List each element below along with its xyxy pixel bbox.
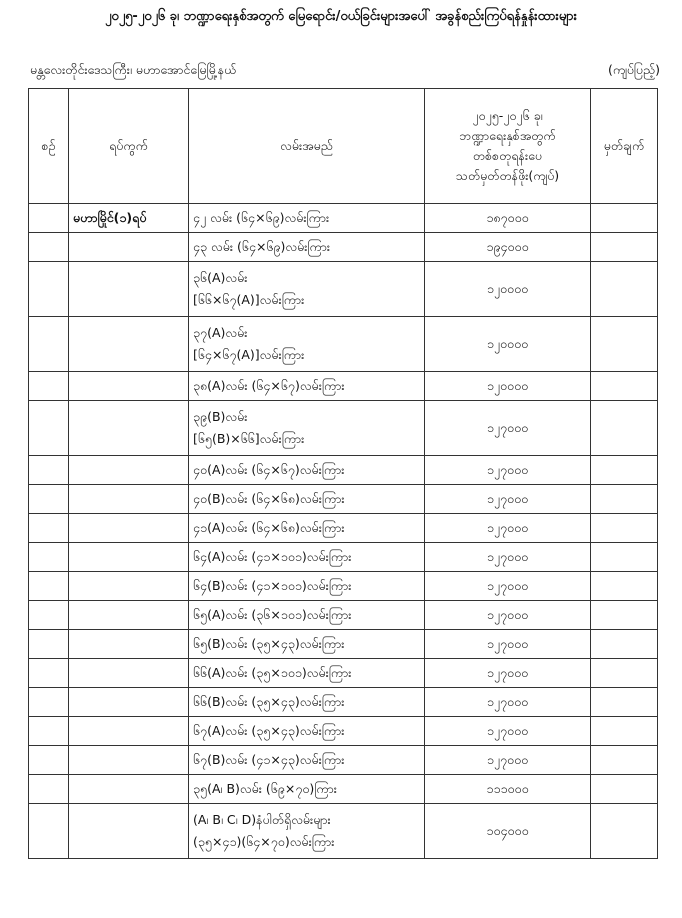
row-quarter	[69, 601, 189, 630]
row-value: ၁၂၇၀၀၀	[425, 485, 591, 514]
row-value: ၁၂၇၀၀၀	[425, 456, 591, 485]
row-value: ၁၂၇၀၀၀	[425, 688, 591, 717]
table-body	[29, 204, 658, 859]
header-value	[425, 89, 591, 204]
table-row	[29, 543, 658, 572]
row-number	[29, 317, 69, 372]
table-row	[29, 401, 658, 456]
row-street	[189, 688, 425, 717]
table-row	[29, 804, 658, 859]
street-line: ၆၄(A)လမ်း (၄၁×၁၀၁)လမ်းကြား	[193, 549, 352, 564]
table-row	[29, 372, 658, 401]
street-line: ၄၃ လမ်း (၆၄×၆၉)လမ်းကြား	[193, 239, 331, 254]
row-street	[189, 746, 425, 775]
row-street	[189, 717, 425, 746]
row-number	[29, 543, 69, 572]
row-number	[29, 372, 69, 401]
row-number	[29, 401, 69, 456]
row-quarter	[69, 543, 189, 572]
row-street	[189, 601, 425, 630]
header-quarter: ရပ်ကွက်	[69, 89, 189, 204]
row-quarter	[69, 775, 189, 804]
row-street	[189, 204, 425, 233]
street-line: [၆၄×၆၇(A)]လမ်းကြား	[193, 347, 305, 362]
row-quarter	[69, 572, 189, 601]
row-remark	[591, 543, 658, 572]
row-number	[29, 630, 69, 659]
row-quarter	[69, 688, 189, 717]
street-line: ၆၇(B)လမ်း (၄၁×၄၃)လမ်းကြား	[193, 752, 345, 767]
table-row	[29, 688, 658, 717]
row-remark	[591, 804, 658, 859]
row-quarter	[69, 804, 189, 859]
street-line: ၄၀(B)လမ်း (၆၄×၆၈)လမ်းကြား	[193, 491, 345, 506]
row-number	[29, 204, 69, 233]
row-value: ၁၂၀၀၀၀	[425, 317, 591, 372]
row-remark	[591, 601, 658, 630]
row-remark	[591, 514, 658, 543]
table-row	[29, 262, 658, 317]
table-row	[29, 746, 658, 775]
row-remark	[591, 717, 658, 746]
row-street	[189, 233, 425, 262]
row-value: ၁၂၇၀၀၀	[425, 746, 591, 775]
row-street	[189, 659, 425, 688]
row-quarter	[69, 262, 189, 317]
row-street	[189, 572, 425, 601]
header-no: စဉ်	[29, 89, 69, 204]
row-remark	[591, 262, 658, 317]
header-street: လမ်းအမည်	[189, 89, 425, 204]
street-line: ၄၂ လမ်း (၆၄×၆၉)လမ်းကြား	[193, 210, 330, 225]
row-value: ၁၂၇၀၀၀	[425, 717, 591, 746]
row-value: ၁၉၄၀၀၀	[425, 233, 591, 262]
header-value-line: ၂၀၂၅-၂၀၂၆ ခု၊	[472, 108, 543, 123]
row-quarter	[69, 317, 189, 372]
row-street	[189, 514, 425, 543]
row-value: ၁၂၇၀၀၀	[425, 543, 591, 572]
table-row	[29, 233, 658, 262]
row-value: ၁၂၇၀၀၀	[425, 659, 591, 688]
row-value: ၁၂၇၀၀၀	[425, 401, 591, 456]
row-number	[29, 659, 69, 688]
row-street	[189, 372, 425, 401]
row-number	[29, 717, 69, 746]
rate-table	[28, 88, 658, 859]
row-value: ၁၈၇၀၀၀	[425, 204, 591, 233]
street-line: ၆၅(A)လမ်း (၃၆×၁၀၁)လမ်းကြား	[193, 607, 352, 622]
row-quarter	[69, 514, 189, 543]
table-row	[29, 659, 658, 688]
row-remark	[591, 456, 658, 485]
row-remark	[591, 688, 658, 717]
row-value: ၁၂၀၀၀၀	[425, 372, 591, 401]
row-remark	[591, 204, 658, 233]
header-remark: မှတ်ချက်	[591, 89, 658, 204]
row-value: ၁၀၄၀၀၀	[425, 804, 591, 859]
row-number	[29, 804, 69, 859]
street-line: ၃၇(A)လမ်း	[193, 325, 248, 340]
street-line: ၃၉(B)လမ်း	[193, 409, 248, 424]
document-title: ၂၀၂၅-၂၀၂၆ ခု၊ ဘဏ္ဍာရေးနှစ်အတွက် မြေရောင်း/ဝယ်ခြင်းများအပေါ် အခွန်စည်းကြပ်ရန်နှုန်းထားများ	[105, 9, 577, 24]
street-line: ၄၀(A)လမ်း (၆၄×၆၇)လမ်းကြား	[193, 462, 345, 477]
row-number	[29, 233, 69, 262]
row-number	[29, 775, 69, 804]
row-remark	[591, 775, 658, 804]
row-quarter	[69, 233, 189, 262]
row-quarter	[69, 372, 189, 401]
street-line: ၃၈(A)လမ်း (၆၄×၆၇)လမ်းကြား	[193, 378, 345, 393]
row-value: ၁၁၁၀၀၀	[425, 775, 591, 804]
row-quarter	[69, 746, 189, 775]
row-street	[189, 456, 425, 485]
street-line: ၆၆(B)လမ်း (၃၅×၄၃)လမ်းကြား	[193, 694, 345, 709]
row-remark	[591, 485, 658, 514]
row-remark	[591, 659, 658, 688]
header-value-line: ဘဏ္ဍာရေးနှစ်အတွက်	[459, 128, 556, 143]
street-line: ၆၄(B)လမ်း (၄၁×၁၀၁)လမ်းကြား	[193, 578, 352, 593]
table-row	[29, 630, 658, 659]
table-row	[29, 572, 658, 601]
row-street	[189, 804, 425, 859]
header-value-line: တစ်စတုရန်းပေ	[472, 148, 543, 163]
table-row	[29, 775, 658, 804]
table-header-row	[29, 89, 658, 204]
row-quarter	[69, 401, 189, 456]
row-quarter	[69, 659, 189, 688]
table-row	[29, 485, 658, 514]
street-line: (A၊ B၊ C၊ D)နံပါတ်ရှိလမ်းများ	[193, 812, 331, 827]
header-value-line: သတ်မှတ်တန်ဖိုး(ကျပ်)	[455, 168, 560, 183]
row-remark	[591, 317, 658, 372]
table-row	[29, 204, 658, 233]
row-number	[29, 572, 69, 601]
row-street	[189, 401, 425, 456]
street-line: ၆၇(A)လမ်း (၃၅×၄၃)လမ်းကြား	[193, 723, 345, 738]
row-remark	[591, 233, 658, 262]
row-street	[189, 317, 425, 372]
row-remark	[591, 372, 658, 401]
table-row	[29, 601, 658, 630]
street-line: ၃၅(A၊ B)လမ်း (၆၉×၇၀)ကြား	[193, 781, 337, 796]
row-number	[29, 485, 69, 514]
table-row	[29, 456, 658, 485]
row-quarter	[69, 485, 189, 514]
row-value: ၁၂၀၀၀၀	[425, 262, 591, 317]
row-quarter	[69, 456, 189, 485]
row-value: ၁၂၇၀၀၀	[425, 514, 591, 543]
row-number	[29, 456, 69, 485]
row-quarter	[69, 630, 189, 659]
row-street	[189, 543, 425, 572]
row-number	[29, 601, 69, 630]
street-line: (၃၅×၄၁)(၆၄×၇၀)လမ်းကြား	[193, 834, 335, 849]
row-number	[29, 262, 69, 317]
table-row	[29, 514, 658, 543]
table-row	[29, 317, 658, 372]
row-street	[189, 262, 425, 317]
row-street	[189, 485, 425, 514]
row-number	[29, 514, 69, 543]
row-number	[29, 688, 69, 717]
street-line: [၆၆×၆၇(A)]လမ်းကြား	[193, 292, 305, 307]
street-line: [၆၅(B)×၆၆]လမ်းကြား	[193, 431, 305, 446]
unit-label: (ကျပ်ပြည့်)	[607, 62, 660, 77]
row-remark	[591, 630, 658, 659]
row-quarter	[69, 717, 189, 746]
row-number	[29, 746, 69, 775]
region-label: မန္တလေးတိုင်းဒေသကြီး၊ မဟာအောင်မြေမြို့နယ်	[30, 62, 237, 77]
row-remark	[591, 401, 658, 456]
street-line: ၆၅(B)လမ်း (၃၅×၄၃)လမ်းကြား	[193, 636, 345, 651]
row-value: ၁၂၇၀၀၀	[425, 572, 591, 601]
row-remark	[591, 572, 658, 601]
table-row	[29, 717, 658, 746]
row-street	[189, 775, 425, 804]
row-street	[189, 630, 425, 659]
street-line: ၃၆(A)လမ်း	[193, 270, 248, 285]
street-line: ၄၁(A)လမ်း (၆၄×၆၈)လမ်းကြား	[193, 520, 345, 535]
row-value: ၁၂၇၀၀၀	[425, 630, 591, 659]
row-value: ၁၂၇၀၀၀	[425, 601, 591, 630]
street-line: ၆၆(A)လမ်း (၃၅×၁၀၁)လမ်းကြား	[193, 665, 352, 680]
row-remark	[591, 746, 658, 775]
row-quarter: မဟာမြိုင်(၁)ရပ်	[69, 204, 189, 233]
